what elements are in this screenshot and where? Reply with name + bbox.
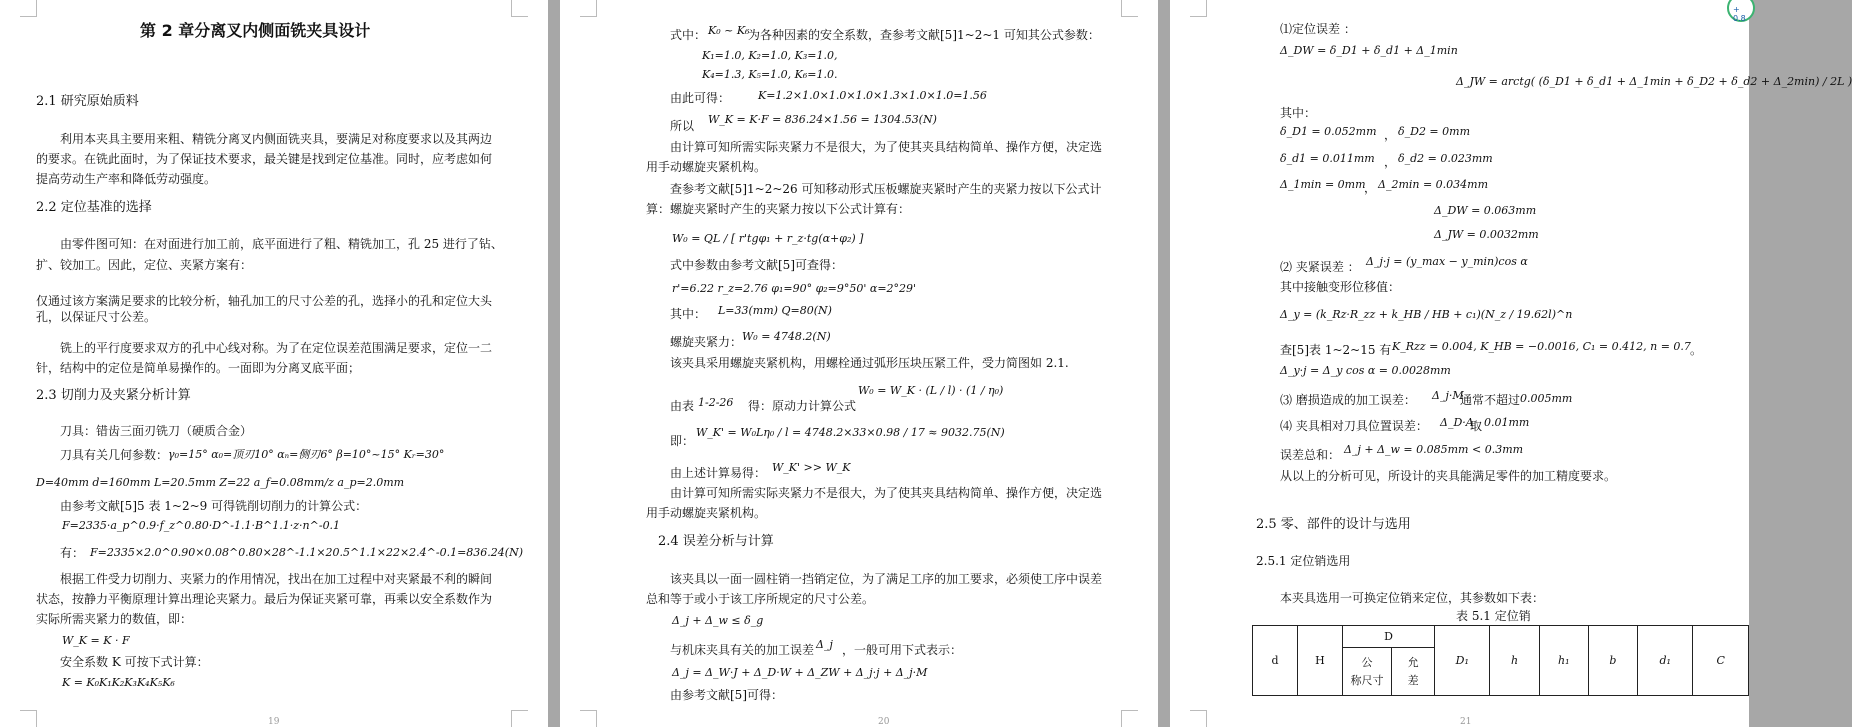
spiral-label: 螺旋夹紧力： — [670, 335, 743, 349]
w0-formula: W₀ = QL / [ r'tgφ₁ + r_z·tg(α+φ₂) ] — [672, 232, 864, 245]
crop-mark — [20, 710, 37, 727]
paragraph-line: 用手动螺旋夹紧机构。 — [646, 160, 767, 174]
locating-pin-table — [1252, 625, 1749, 696]
paragraph-line: 该夹具采用螺旋夹紧机构，用螺栓通过弧形压块压紧工件，受力简图如 2.1. — [670, 356, 1069, 370]
result-formula: Δ_JW = 0.0032mm — [1434, 228, 1539, 241]
result-formula: Δ_DW = 0.063mm — [1434, 204, 1537, 217]
relative-error-value: 0.01mm — [1484, 416, 1530, 429]
where2-label: 其中： — [670, 307, 707, 321]
wear-symbol: Δ_j·M — [1432, 389, 1464, 402]
page-number: 19 — [268, 717, 280, 727]
deduce-label: 由此可得： — [670, 91, 731, 105]
table-header-cell — [1392, 648, 1435, 696]
paragraph-line: 由零件图可知：在对面进行加工前，底平面进行了粗、精铣加工，孔 25 进行了钻、 — [60, 237, 503, 251]
params-label: 式中参数由参考文献[5]可查得： — [670, 258, 843, 272]
paragraph-line: 由计算可知所需实际夹紧力不是很大，为了使其夹具结构简单、操作方便，决定选 — [670, 140, 1103, 154]
paragraph-line: 提高劳动生产率和降低劳动强度。 — [36, 172, 217, 186]
page-number: 21 — [1460, 717, 1472, 727]
table-ref-text: 得：原动力计算公式 — [748, 399, 857, 413]
params-formula: r'=6.22 r_z=2.76 φ₁=90° φ₂=9°50' α=2°29' — [672, 282, 917, 295]
relative-error-symbol: Δ_D·A — [1440, 416, 1474, 429]
separator: ， — [1364, 181, 1377, 195]
above-formula: W_K' >> W_K — [772, 461, 851, 474]
crop-mark — [580, 0, 597, 17]
where-text: 为各种因素的安全系数，查参考文献[5]1~2~1 可知其公式参数： — [748, 28, 1100, 42]
total-label: 误差总和： — [1280, 448, 1341, 462]
force-formula: F=2335·a_p^0.9·f_z^0.80·D^-1.1·B^1.1·z·n^-0.1 — [62, 519, 341, 532]
error-sum-formula: Δ_j = Δ_W·J + Δ_D·W + Δ_ZW + Δ_j·j + Δ_j·M — [672, 666, 928, 679]
section-heading: 2.4 误差分析与计算 — [658, 534, 774, 549]
section-heading: 2.5 零、部件的设计与选用 — [1256, 517, 1411, 532]
position-error-formula: Δ_DW = δ_D1 + δ_d1 + Δ_1min — [1280, 44, 1458, 57]
wear-text: 通常不超过 — [1460, 393, 1521, 407]
value-formula: Δ_2min = 0.034mm — [1378, 178, 1489, 191]
paragraph-line: 实际所需夹紧力的数值，即： — [36, 612, 193, 626]
paragraph-line: 针，结构中的定位是简单易操作的。一面即为分离叉底平面； — [36, 361, 361, 375]
table-header-cell: D — [1342, 626, 1434, 648]
contact-label: 其中接触变形位移值： — [1280, 280, 1401, 294]
clamp-error-formula: Δ_j·j = (y_max − y_min)cos α — [1366, 255, 1528, 268]
paragraph-line: 总和等于或小于该工序所规定的尺寸公差。 — [646, 592, 875, 606]
wk-result-formula: W_K = K·F = 836.24×1.56 = 1304.53(N) — [708, 113, 937, 126]
tool-line: 刀具：错齿三面刃铣刀（硬质合金） — [60, 424, 253, 438]
table-ref-symbol: 1-2-26 — [698, 396, 734, 409]
value-formula: δ_D1 = 0.052mm — [1280, 125, 1377, 138]
clamp-error-label: ⑵ 夹紧误差 ： — [1280, 260, 1360, 274]
machine-text: ，一般可用下式表示： — [842, 643, 963, 657]
relative-error-label: ⑷ 夹具相对刀具位置误差： — [1280, 419, 1428, 433]
chapter-title: 第 2 章分离叉内侧面铣夹具设计 — [140, 21, 371, 40]
table-header-cell — [1342, 648, 1391, 696]
total-formula: Δ_j + Δ_w = 0.085mm < 0.3mm — [1344, 443, 1524, 456]
paragraph-line: 孔，以保证尺寸公差。 — [36, 310, 157, 324]
paragraph-line: 铣上的平行度要求双方的孔中心线对称。为了在定位误差范围满足要求，定位一二 — [60, 341, 493, 355]
paragraph-line: 本夹具选用一可换定位销来定位，其参数如下表： — [1280, 591, 1545, 605]
table-caption: 表 5.1 定位销 — [1456, 609, 1531, 623]
table-header-cell: b — [1588, 626, 1637, 696]
paragraph-line: 用手动螺旋夹紧机构。 — [646, 506, 767, 520]
table-header-cell: d₁ — [1638, 626, 1693, 696]
table-header-cell: d — [1253, 626, 1298, 696]
crop-mark — [20, 0, 37, 17]
k-range-symbol: K₀ ~ K₆ — [708, 24, 750, 37]
i-label: 即： — [670, 434, 695, 448]
separator: ， — [1384, 155, 1397, 169]
crop-mark — [1121, 710, 1138, 727]
page-20 — [560, 0, 1158, 727]
tolerance-label: 差 — [1407, 673, 1419, 687]
value-formula: δ_d1 = 0.011mm — [1280, 152, 1375, 165]
conclusion-line: 从以上的分析可见，所设计的夹具能满足零件的加工精度要求。 — [1280, 469, 1617, 483]
section-heading: 2.1 研究原始质料 — [36, 94, 139, 109]
table-ref-label: 由表 — [670, 399, 695, 413]
value-formula: δ_d2 = 0.023mm — [1398, 152, 1493, 165]
zoom-badge[interactable]: + 0.8 — [1727, 0, 1755, 22]
crop-mark — [1190, 710, 1207, 727]
table-ref-end: 。 — [1690, 343, 1703, 357]
crop-mark — [1121, 0, 1138, 17]
tool-params-label: 刀具有关几何参数： — [60, 448, 169, 462]
k-values: K₁=1.0, K₂=1.0, K₃=1.0, — [702, 49, 838, 62]
paragraph-line: 算：螺旋夹紧时产生的夹紧力按以下公式计算有： — [646, 202, 911, 216]
table-header-cell: h₁ — [1539, 626, 1588, 696]
nominal-size-label: 公 — [1361, 655, 1373, 669]
where2-formula: L=33(mm) Q=80(N) — [718, 304, 832, 317]
reference-line: 由参考文献[5]5 表 1~2~9 可得铣削切削力的计算公式： — [60, 499, 368, 513]
tolerance-label: 允 — [1407, 655, 1419, 669]
spiral-formula: W₀ = 4748.2(N) — [742, 330, 831, 343]
crop-mark — [511, 710, 528, 727]
page-number: 20 — [878, 717, 890, 727]
paragraph-line: 查参考文献[5]1~2~26 可知移动形式压板螺旋夹紧时产生的夹紧力按以下公式计 — [670, 182, 1102, 196]
wear-label: ⑶ 磨损造成的加工误差： — [1280, 393, 1416, 407]
separator: ， — [1384, 128, 1397, 142]
k-label: 安全系数 K 可按下式计算： — [60, 655, 209, 669]
table-header-cell: H — [1297, 626, 1342, 696]
paragraph-line: 的要求。在铣此面时，为了保证技术要求，最关键是找到定位基准。同时，应考虑如何 — [36, 152, 493, 166]
wk-prime-formula: W_K' = W₀Lη₀ / l = 4748.2×33×0.98 / 17 ≈ 9032.75(N) — [696, 426, 1005, 439]
above-label: 由上述计算易得： — [670, 466, 767, 480]
dimensions-formula: D=40mm d=160mm L=20.5mm Z=22 a_f=0.08mm/z a_p=2.0mm — [36, 476, 405, 489]
page-21 — [1170, 0, 1852, 727]
wear-value: 0.005mm — [1520, 392, 1573, 405]
paragraph-line: 由计算可知所需实际夹紧力不是很大，为了使其夹具结构简单、操作方便，决定选 — [670, 486, 1103, 500]
paragraph-line: 该夹具以一面一圆柱销一挡销定位，为了满足工序的加工要求，必须使工序中误差 — [670, 572, 1103, 586]
value-formula: δ_D2 = 0mm — [1398, 125, 1471, 138]
contact-formula: Δ_y = (k_Rz·R_zz + k_HB / HB + c₁)(N_z / 19.62l)^n — [1280, 308, 1573, 321]
paragraph-line: 扩、铰加工。因此，定位、夹紧方案有： — [36, 258, 253, 272]
section-heading: 2.2 定位基准的选择 — [36, 200, 152, 215]
paragraph-line: 状态，按静力平衡原理计算出理论夹紧力。最后为保证夹紧可靠，再乘以安全系数作为 — [36, 592, 493, 606]
page-19 — [0, 0, 548, 727]
paragraph-line: 仅通过该方案满足要求的比较分析，轴孔加工的尺寸公差的孔，选择小的孔和定位大头 — [36, 294, 493, 308]
where-label: 其中： — [1280, 106, 1317, 120]
w0-wk-formula: W₀ = W_K · (L / l) · (1 / η₀) — [858, 384, 1004, 397]
paragraph-line: 利用本夹具主要用来粗、精铣分离叉内侧面铣夹具，要满足对称度要求以及其两边 — [60, 132, 493, 146]
relative-error-text: 取 — [1470, 419, 1483, 433]
dyj-formula: Δ_y·j = Δ_y cos α = 0.0028mm — [1280, 364, 1451, 377]
position-error-label: ⑴定位误差 ： — [1280, 22, 1356, 36]
reference-line: 由参考文献[5]可得： — [670, 688, 783, 702]
table-header-cell: C — [1693, 626, 1749, 696]
tool-params-formula: γ₀=15° α₀=顶刃10° αₙ=侧刃6° β=10°~15° Kᵣ=30° — [168, 448, 445, 461]
crop-mark — [1190, 0, 1207, 17]
k-values: K₄=1.3, K₅=1.0, K₆=1.0. — [702, 68, 838, 81]
where-label: 式中： — [670, 28, 707, 42]
result-label: 有： — [60, 546, 85, 560]
value-formula: Δ_1min = 0mm — [1280, 178, 1366, 191]
table-header-cell: h — [1490, 626, 1539, 696]
k-product-formula: K=1.2×1.0×1.0×1.0×1.3×1.0×1.0=1.56 — [758, 89, 987, 102]
machine-symbol: Δ_j — [816, 638, 833, 651]
crop-mark — [511, 0, 528, 17]
table-header-cell: D₁ — [1435, 626, 1490, 696]
inequality-formula: Δ_j + Δ_w ≤ δ_g — [672, 614, 764, 627]
so-label: 所以 — [670, 119, 695, 133]
crop-mark — [580, 710, 597, 727]
machine-label: 与机床夹具有关的加工误差 — [670, 643, 815, 657]
table-ref-formula: K_Rzz = 0.004, K_HB = −0.0016, C₁ = 0.412, n = 0.7 — [1392, 340, 1691, 353]
table-ref-label: 查[5]表 1~2~15 有 — [1280, 343, 1392, 357]
angle-error-formula: Δ_JW = arctg( (δ_D1 + δ_d1 + Δ_1min + δ_D2 + δ_d2 + Δ_2min) / 2L ) — [1456, 75, 1852, 88]
nominal-size-label: 称尺寸 — [1350, 673, 1384, 687]
subsection-heading: 2.5.1 定位销选用 — [1256, 554, 1351, 568]
force-result-formula: F=2335×2.0^0.90×0.08^0.80×28^-1.1×20.5^1.1×22×2.4^-0.1=836.24(N) — [90, 546, 524, 559]
section-heading: 2.3 切削力及夹紧分析计算 — [36, 388, 191, 403]
k-formula: K = K₀K₁K₂K₃K₄K₅K₆ — [62, 676, 175, 689]
paragraph-line: 根据工件受力切削力、夹紧力的作用情况，找出在加工过程中对夹紧最不利的瞬间 — [60, 572, 493, 586]
wk-formula: W_K = K · F — [62, 634, 130, 647]
